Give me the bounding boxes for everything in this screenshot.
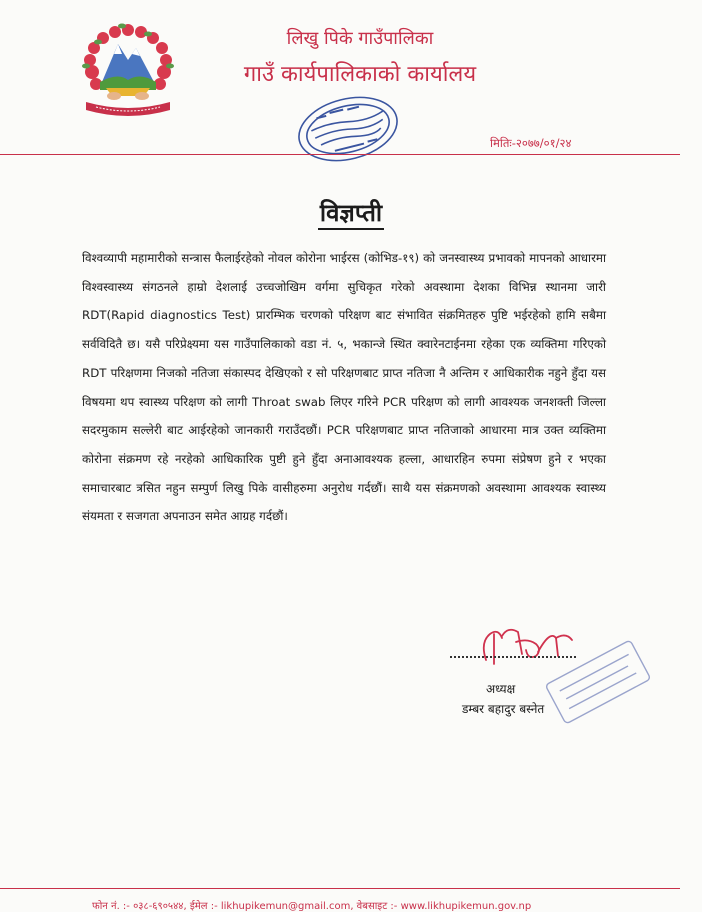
signatory-name: डम्बर बहादुर बस्नेत bbox=[462, 702, 545, 716]
footer-divider bbox=[0, 888, 680, 889]
notice-title: विज्ञप्ती bbox=[0, 196, 702, 229]
nepal-emblem-icon bbox=[78, 22, 178, 120]
municipality-name: लिखु पिके गाउँपालिका bbox=[286, 28, 434, 49]
notice-body-text: विश्वव्यापी महामारीको सन्त्रास फैलाईरहेको नोवल कोरोना भाईरस (कोभिड-१९) को जनस्वास्थ्य प्रभावको मापनको आधारमा विश्वस्वास्थ्य संगठनले हाम्रो देशलाई उच्चजोखिम वर्गमा सुचिकृत गरेको अवस्थामा देशका विभिन्न स्थानमा जारी RDT(Rapid diagnostics Test) प्रारम्भिक चरणको परिक्षण बाट संभावित संक्रमितहरु पुष्टि भईरहेको हामि सबैमा सर्वविदितै छ। यसै परिप्रेक्ष्यमा यस गाउँपालिकाको वडा नं. ५, भकान्जे स्थित क्वारेनटाईनमा रहेका एक व्यक्तिमा गरिएको RDT परिक्षणमा निजको नतिजा संकास्पद देखिएको र सो परिक्षणबाट प्राप्त नतिजा नै अन्तिम र आधिकारीक नहुने हुँदा यस विषयमा थप स्वास्थ्य परिक्षण को लागी Throat swab लिएर गरिने PCR परिक्षण को लागी आवश्यक जनशक्ती जिल्ला सदरमुकाम सल्लेरी बाट आईरहेको जानकारी गराउँदछौं। PCR परिक्षणबाट प्राप्त नतिजाको आधारमा मात्र उक्त व्यक्तिमा कोरोना संक्रमण रहे नरहेको आधिकारिक पुष्टी हुने हुँदा अनाआवश्यक हल्ला, आधारहिन रुपमा संप्रेषण हुने र भएका समाचारबाट त्रसित नहुन सम्पुर्ण लिखु पिके वासीहरुमा अनुरोध गर्दछौं। साथै यस संक्रमणको अवस्थामा आवश्यक स्वास्थ्य संयमता र सजगता अपनाउन समेत आग्रह गर्दछौं। bbox=[82, 251, 606, 524]
office-name: गाउँ कार्यपालिकाको कार्यालय bbox=[243, 62, 477, 87]
office-stamp-icon bbox=[290, 88, 406, 170]
signatory-position: अध्यक्ष bbox=[486, 682, 516, 696]
notice-date: मितिः-२०७७/०१/२४ bbox=[490, 136, 572, 150]
header-divider bbox=[0, 154, 680, 155]
chairman-stamp-icon bbox=[542, 640, 654, 724]
footer-contact: फोन नं. :- ०३८-६९०५४४, ईमेल :- likhupikemun@gmail.com, वेबसाइट :- www.likhupikemun.gov.np bbox=[92, 901, 532, 912]
